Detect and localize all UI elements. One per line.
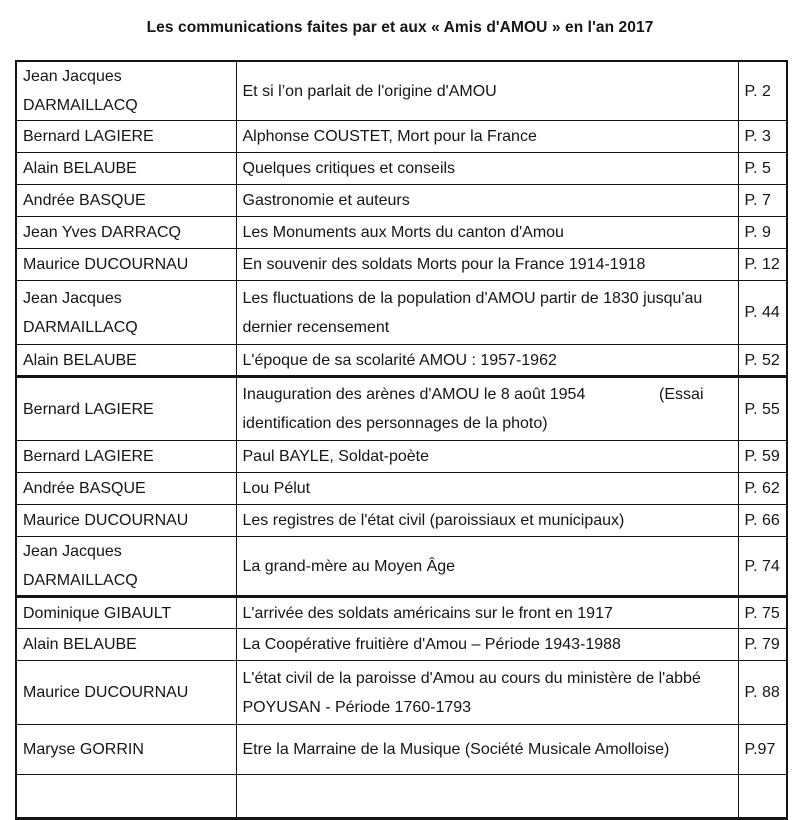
page-cell: P. 9 <box>738 217 787 249</box>
author-cell <box>16 775 236 819</box>
title-cell <box>236 61 738 121</box>
title-cell <box>236 441 738 473</box>
author-cell: Maryse GORRIN <box>16 725 236 775</box>
title-text: L'état civil de la paroisse d'Amou au cours du ministère de l'abbé <box>242 669 701 687</box>
page-cell: P. 7 <box>738 185 787 217</box>
table-row <box>16 345 787 377</box>
title-text: L'époque de sa scolarité AMOU : 1957-1962 <box>242 351 557 369</box>
page-cell: P. 66 <box>738 505 787 537</box>
title-cell <box>236 537 738 597</box>
title-text: Les registres de l'état civil (paroissiaux et municipaux) <box>242 512 625 529</box>
title-text: L'arrivée des soldats américains sur le front en 1917 <box>242 604 613 622</box>
title-cell <box>236 661 738 725</box>
title-cell <box>236 153 738 185</box>
title-cell <box>236 629 738 661</box>
table-row <box>16 725 787 775</box>
author-cell: Bernard LAGIERE <box>16 441 236 473</box>
title-text: Et si l’on parlait de l'origine d'AMOU <box>242 82 497 100</box>
table-row <box>16 377 787 441</box>
page-cell: P. 5 <box>738 153 787 185</box>
author-cell: Andrée BASQUE <box>16 185 236 217</box>
page-cell: P. 88 <box>738 661 787 725</box>
author-cell: Alain BELAUBE <box>16 153 236 185</box>
page-cell: P. 59 <box>738 441 787 473</box>
author-cell: Maurice DUCOURNAU <box>16 505 236 537</box>
title-cell <box>236 377 738 441</box>
title-cell <box>236 473 738 505</box>
title-text: La grand-mère au Moyen Âge <box>242 557 456 575</box>
table-row <box>16 249 787 281</box>
communications-table-body <box>16 61 787 819</box>
page-cell <box>738 775 787 819</box>
title-text: Etre la Marraine de la Musique (Société Musicale Amolloise) <box>242 741 670 758</box>
table-row <box>16 153 787 185</box>
author-cell: Maurice DUCOURNAU <box>16 661 236 725</box>
title-cell <box>236 775 738 819</box>
page-cell: P. 44 <box>738 281 787 345</box>
author-cell: Bernard LAGIERE <box>16 121 236 153</box>
title-cell <box>236 185 738 217</box>
title-text-line2: identification des personnages de la photo) <box>242 415 548 432</box>
title-text: Inauguration des arènes d'AMOU le 8 août 1954 <box>242 386 586 403</box>
title-text: Lou Pélut <box>242 480 311 497</box>
page-cell: P. 3 <box>738 121 787 153</box>
table-row <box>16 775 787 819</box>
author-cell: Dominique GIBAULT <box>16 597 236 629</box>
title-text: La Coopérative fruitière d'Amou – Période 1943-1988 <box>242 636 621 653</box>
author-cell: Jean Jacques DARMAILLACQ <box>16 61 236 121</box>
table-row <box>16 473 787 505</box>
title-cell <box>236 121 738 153</box>
title-cell <box>236 725 738 775</box>
table-row <box>16 185 787 217</box>
title-text: Paul BAYLE, Soldat-poète <box>242 448 429 465</box>
title-cell <box>236 505 738 537</box>
page-cell: P. 75 <box>738 597 787 629</box>
title-cell <box>236 217 738 249</box>
page-cell: P. 79 <box>738 629 787 661</box>
title-text-line2: POYUSAN - Période 1760-1793 <box>242 698 472 716</box>
title-text: Gastronomie et auteurs <box>242 192 410 209</box>
title-text: Les fluctuations de la population d'AMOU partir de 1830 jusqu'au <box>242 289 703 307</box>
author-cell: Alain BELAUBE <box>16 629 236 661</box>
table-row <box>16 629 787 661</box>
title-cell <box>236 281 738 345</box>
title-text: Les Monuments aux Morts du canton d'Amou <box>242 224 564 241</box>
author-cell: Alain BELAUBE <box>16 345 236 377</box>
page-cell: P. 55 <box>738 377 787 441</box>
table-row <box>16 61 787 121</box>
title-text-line2: dernier recensement <box>242 318 390 336</box>
page-cell: P. 12 <box>738 249 787 281</box>
title-text: Alphonse COUSTET, Mort pour la France <box>242 128 537 145</box>
table-row <box>16 505 787 537</box>
title-cell <box>236 345 738 377</box>
title-text-right: (Essai <box>659 386 704 403</box>
author-cell: Jean Yves DARRACQ <box>16 217 236 249</box>
title-cell <box>236 597 738 629</box>
page-cell: P.97 <box>738 725 787 775</box>
page-cell: P. 2 <box>738 61 787 121</box>
table-row <box>16 537 787 597</box>
communications-table <box>15 60 788 820</box>
author-cell: Andrée BASQUE <box>16 473 236 505</box>
title-cell <box>236 249 738 281</box>
table-row <box>16 597 787 629</box>
page-cell: P. 62 <box>738 473 787 505</box>
author-cell: Maurice DUCOURNAU <box>16 249 236 281</box>
table-row <box>16 441 787 473</box>
table-row <box>16 281 787 345</box>
title-text: En souvenir des soldats Morts pour la France 1914-1918 <box>242 256 646 273</box>
author-cell: Bernard LAGIERE <box>16 377 236 441</box>
title-text: Quelques critiques et conseils <box>242 160 456 177</box>
page-cell: P. 52 <box>738 345 787 377</box>
author-cell: Jean Jacques DARMAILLACQ <box>16 281 236 345</box>
table-row <box>16 661 787 725</box>
document-title: Les communications faites par et aux « Amis d'AMOU » en l'an 2017 <box>146 19 654 36</box>
table-row <box>16 217 787 249</box>
author-cell: Jean Jacques DARMAILLACQ <box>16 537 236 597</box>
table-row <box>16 121 787 153</box>
page-cell: P. 74 <box>738 537 787 597</box>
